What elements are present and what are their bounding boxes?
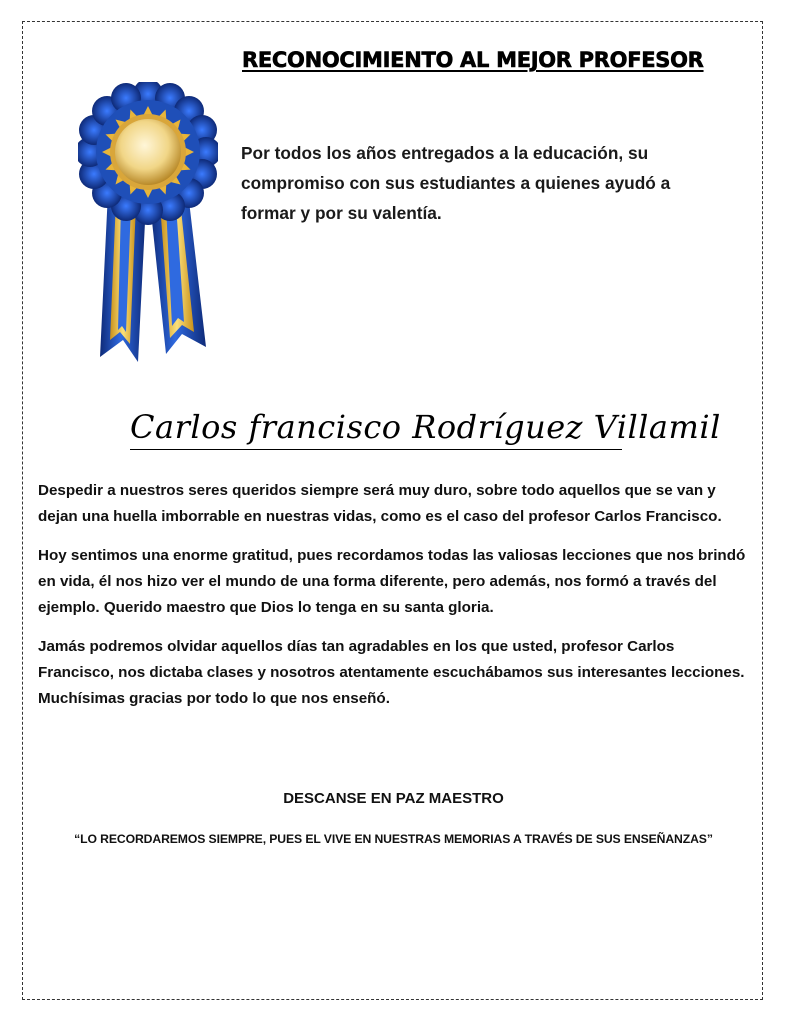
memorial-quote: “LO RECORDAREMOS SIEMPRE, PUES EL VIVE EN NUESTRAS MEMORIAS A TRAVÉS DE SUS ENSEÑANZAS” xyxy=(74,832,713,846)
award-rosette-icon xyxy=(78,82,218,367)
paragraph: Hoy sentimos una enorme gratitud, pues recordamos todas las valiosas lecciones que nos brindó en vida, él nos hizo ver el mundo de una forma diferente, pero además, nos formó a través del ejemplo. Querido maestro que Dios lo tenga en su santa gloria. xyxy=(38,547,746,616)
paragraph: Despedir a nuestros seres queridos siempre será muy duro, sobre todo aquellos que se van y dejan una huella imborrable en nuestras vidas, como es el caso del profesor Carlos Francisco. xyxy=(38,482,722,525)
dedication-text: Por todos los años entregados a la educación, su compromiso con sus estudiantes a quienes ayudó a formar y por su valentía. xyxy=(241,143,671,223)
closing-line: DESCANSE EN PAZ MAESTRO xyxy=(283,790,504,807)
tribute-body xyxy=(38,478,753,725)
paragraph: Jamás podremos olvidar aquellos días tan agradables en los que usted, profesor Carlos Francisco, nos dictaba clases y nosotros atentamente escuchábamos sus interesantes lecciones. Muchísimas gracias por todo lo que nos enseñó. xyxy=(38,638,745,707)
page-title: RECONOCIMIENTO AL MEJOR PROFESOR xyxy=(242,48,704,72)
honoree-name: Carlos francisco Rodríguez Villamil xyxy=(130,405,622,450)
